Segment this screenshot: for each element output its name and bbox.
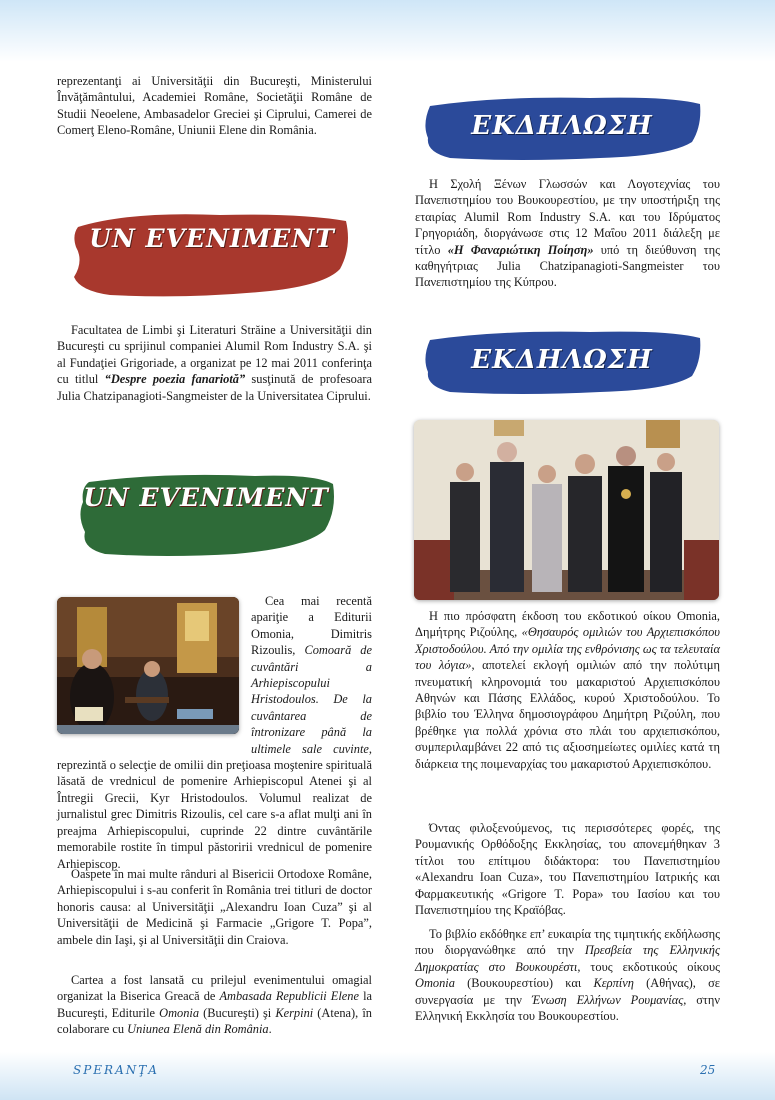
ro-event-banner-green — [75, 470, 337, 560]
group-portrait-image — [414, 420, 719, 600]
ro-banner-title: UN EVENIMENT — [89, 224, 335, 253]
gr-event-paragraph: Η Σχολή Ξένων Γλωσσών και Λογοτεχνίας του Πανεπιστημίου του Βουκουρεστίου, με την υποστήριξη της εταιρίας Alumil Rom Industry S.A. και του Ιδρύματος Γρηγοριάδη, διοργάνωσε στις 12 Μαΐου 2011 διάλεξη με τίτλο «Η Φαναριώτικη Ποίηση» υπό τη διεύθυνση της καθηγήτριας Julia Chatzipanagioti-Sangmeister του Πανεπιστημίου της Κύπρου. — [415, 177, 720, 290]
magazine-name: SPERANŢA — [73, 1063, 159, 1077]
ro-event-paragraph: Facultatea de Limbi şi Literaturi Străine a Universităţii din Bucureşti cu sprijinul companiei Alumil Rom Industry S.A. şi al Fundaţiei Grigoriade, a organizat pe 12 mai 2011 conferinţa cu titlul “Despre poezia fanariotă” susţinută de profesoara Julia Chatzipanagioti-Sangmeister de la Universitatea Ciprului. — [57, 323, 372, 403]
gr-honors-paragraph: Όντας φιλοξενούμενος, τις περισσότερες φορές, της Ρουμανικής Ορθόδοξης Εκκλησίας, του απονεμήθηκαν 3 τίτλοι του επίτιμου διδάκτορα: του Πανεπιστημίου «Alexandru Ioan Cuza», του Πανεπιστημίου Ιατρικής και Φαρμακευτικής «Grigore T. Popa» του Ιασίου και του Πανεπιστημίου της Κραϊόβας. — [415, 821, 720, 918]
gr-event-banner-blue-2 — [420, 326, 704, 398]
ro-intro-paragraph: reprezentanţi ai Universităţii din Bucureşti, Ministerului Învăţământului, Academiei Române, Societăţii Române de Studii Neoelene, Ambasadelor Greciei şi Ciprului, Camerei de Comerţ Eleno-Române, Uniunii Elene din România. — [57, 74, 372, 138]
gr-book-paragraph: Η πιο πρόσφατη έκδοση του εκδοτικού οίκου Omonia, Δημήτρης Ριζούλης, «Θησαυρός ομιλιών του Αρχιεπισκόπου Χριστοδούλου. Από την ομιλία της ενθρόνισης ως τα τελευταία του λόγια», αποτελεί εκλογή ομιλιών από την πολύτιμη πνευματική κληρονομιά του μακαριστού Αρχιεπισκόπου Αθηνών και Πάσης Ελλάδος, κυρού Χριστοδούλου. Το βιβλίο του Έλληνα δημοσιογράφου Δημήτρη Ριζούλη, που βρέθηκε για πολλά χρόνια στο πλάι του αρχιεπισκόπου, συμπεριλαμβάνει 22 από τις αξιοσημείωτες ομιλίες κατά τη διάρκεια της ποιμεναρχίας του μακαριστού Αρχιεπισκόπου. — [415, 609, 720, 771]
ro-launch-paragraph: Cartea a fost lansată cu prilejul evenimentului omagial organizat la Biserica Greacă de Ambasada Republicii Elene la Bucureşti, Editurile Omonia (Bucureşti) şi Kerpini (Atena), în colaborare cu Uniunea Elenă din România. — [57, 973, 373, 1037]
gr-banner-title: ΕΚΔΗΛΩΣΗ — [471, 111, 653, 141]
group-photo — [414, 420, 719, 600]
top-gradient-band — [0, 0, 775, 62]
ro-book-paragraph: Cea mai recentă apariţie a Editurii Omonia, Dimitris Rizoulis, Comoară de cuvântări a Arhiepiscopului Hristodoulos. De la cuvântarea de întronizare până la ultimele sale cuvinte, reprezintă o selecţie de omilii din preţioasa moştenire spirituală lăsată de vrednicul de pomenire Arhiepiscopul Atenei şi al Întregii Grecii, Kyr Hristodoulos. Volumul realizat de jurnalistul grec Dimitris Rizoulis, cel care s-a aflat mulţi ani în preajma Arhiepiscopului, cuprinde 22 dintre cuvântările memorabile rostite în timpul păstoririi vrednicul de pomenire Arhiepiscop. — [57, 594, 373, 871]
gr-event-banner-blue — [420, 92, 704, 164]
gr-launch-paragraph: Το βιβλίο εκδόθηκε επ’ ευκαιρία της τιμητικής εκδήλωσης που διοργανώθηκε από την Πρεσβεία της Ελληνικής Δημοκρατίας στο Βουκουρέστι, τους εκδοτικούς οίκους Omonia (Βουκουρεστίου) και Κερπίνη (Αθήνας), σε συνεργασία με την Ένωση Ελλήνων Ρουμανίας, στην Ελληνική Εκκλησία του Βουκουρεστίου. — [415, 927, 720, 1024]
ro-event-banner-red — [70, 207, 354, 303]
ro-honors-paragraph: Oaspete în mai multe rânduri al Bisericii Ortodoxe Române, Arhiepiscopului i s-au conferit în România trei titluri de doctor honoris causa: al Universităţii „Alexandru Ioan Cuza” şi al Universităţii de Medicină şi Farmacie „Grigore T. Popa”, ambele din Iaşi, şi al Universităţii din Craiova. — [57, 867, 372, 947]
gr-banner-title-2: ΕΚΔΗΛΩΣΗ — [471, 345, 653, 375]
page-number: 25 — [700, 1063, 716, 1077]
ro-banner-title-2: UN EVENIMENT — [83, 483, 329, 512]
red-brush-stroke — [70, 207, 354, 303]
photo-float-spacer — [57, 593, 247, 743]
